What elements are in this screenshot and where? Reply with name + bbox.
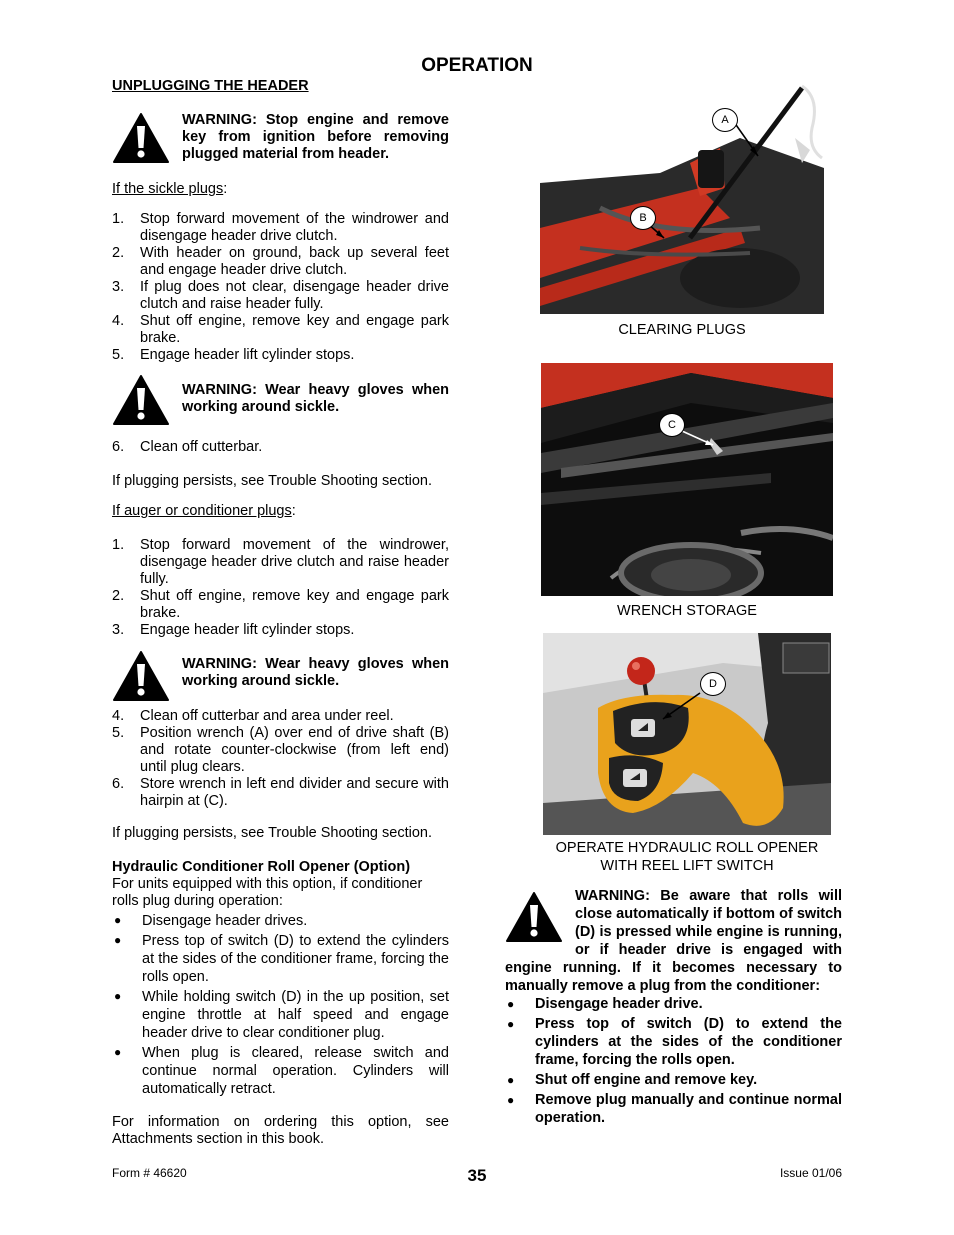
sickle-steps xyxy=(112,211,449,364)
list-item: ● Remove plug manually and continue normal operation. xyxy=(507,1092,842,1126)
form-number: Form # 46620 xyxy=(112,1166,187,1180)
list-item: ● While holding switch (D) in the up position, set engine throttle at half speed and engage header drive to clear conditioner plug. xyxy=(114,989,449,1041)
list-item: ● Disengage header drive. xyxy=(507,996,703,1012)
callout-b: B xyxy=(630,206,656,230)
issue-date: Issue 01/06 xyxy=(779,1166,842,1180)
list-item: 6. Clean off cutterbar. xyxy=(112,439,263,455)
list-item: ● Shut off engine and remove key. xyxy=(507,1072,758,1088)
left-column xyxy=(112,78,449,1148)
page-number: 35 xyxy=(467,1166,487,1185)
section-heading: UNPLUGGING THE HEADER xyxy=(112,78,309,94)
list-item: 3. Engage header lift cylinder stops. xyxy=(112,622,355,638)
warning-box-gloves xyxy=(112,374,449,426)
list-item: ● Disengage header drives. xyxy=(114,913,308,929)
callout-a: A xyxy=(712,108,738,132)
figure-caption: OPERATE HYDRAULIC ROLL OPENER WITH REEL LIFT SWITCH xyxy=(555,840,819,874)
page-title: OPERATION xyxy=(421,55,533,76)
list-item: 3. If plug does not clear, disengage header drive clutch and raise header fully. xyxy=(112,279,449,312)
trouble-note: If plugging persists, see Trouble Shooting section. xyxy=(112,825,432,841)
warning-triangle-icon xyxy=(505,891,563,943)
auger-steps-continued xyxy=(112,708,449,810)
warning-text: WARNING: Wear heavy gloves when working around sickle. xyxy=(182,382,449,415)
list-item: 6. Store wrench in left end divider and secure with hairpin at (C). xyxy=(112,776,449,809)
warning-box-rolls xyxy=(505,887,842,1129)
list-item: ● Press top of switch (D) to extend the cylinders at the sides of the conditioner frame, forcing the rolls open. xyxy=(507,1016,842,1068)
list-item: 2. Shut off engine, remove key and engage park brake. xyxy=(112,588,449,621)
figure-caption: CLEARING PLUGS xyxy=(618,322,746,338)
warning-text: WARNING: Be aware that rolls will close automatically if bottom of switch (D) is pressed while engine is running, or if header drive is engaged with engine running. If it becomes necessary to manually remove a plug from the conditioner: xyxy=(505,888,842,994)
list-item: 1. Stop forward movement of the windrower and disengage header drive clutch. xyxy=(112,211,449,244)
hydraulic-intro: For units equipped with this option, if conditioner rolls plug during operation: xyxy=(112,876,423,909)
list-item: 4. Clean off cutterbar and area under reel. xyxy=(112,708,394,724)
list-item: 2. With header on ground, back up several feet and engage header drive clutch. xyxy=(112,245,449,278)
hydraulic-heading: Hydraulic Conditioner Roll Opener (Option) xyxy=(112,859,411,875)
photo-clearing-plugs xyxy=(540,78,824,314)
list-item: 4. Shut off engine, remove key and engage park brake. xyxy=(112,313,449,346)
hydraulic-bullets xyxy=(112,912,449,1098)
list-item: 1. Stop forward movement of the windrower, disengage header drive clutch and raise header fully. xyxy=(112,537,449,587)
warning-text: WARNING: Wear heavy gloves when working around sickle. xyxy=(182,656,449,689)
callout-d: D xyxy=(700,672,726,696)
warning-box-gloves xyxy=(112,650,449,702)
figure-caption: WRENCH STORAGE xyxy=(617,603,757,619)
list-item: 5. Engage header lift cylinder stops. xyxy=(112,347,355,363)
warning-text: WARNING: Stop engine and remove key from ignition before removing plugged material from header. xyxy=(182,112,449,162)
photo-wrench-storage xyxy=(541,363,833,596)
warning-box-engine xyxy=(112,112,449,164)
sickle-intro: If the sickle plugs: xyxy=(112,181,228,197)
warning-triangle-icon xyxy=(112,112,170,164)
auger-intro: If auger or conditioner plugs: xyxy=(112,503,296,519)
warning-triangle-icon xyxy=(112,650,170,702)
photo-roll-opener-switch xyxy=(543,633,831,835)
list-item: ● When plug is cleared, release switch and continue normal operation. Cylinders will automatically retract. xyxy=(114,1045,449,1097)
list-item: 5. Position wrench (A) over end of drive shaft (B) and rotate counter-clockwise (from left end) until plug clears. xyxy=(112,725,449,775)
callout-c: C xyxy=(659,413,685,437)
auger-steps xyxy=(112,537,449,639)
warning-bullets xyxy=(505,995,842,1127)
list-item: ● Press top of switch (D) to extend the cylinders at the sides of the conditioner frame, forcing the rolls open. xyxy=(114,933,449,985)
ordering-note: For information on ordering this option, see Attachments section in this book. xyxy=(112,1114,449,1147)
warning-triangle-icon xyxy=(112,374,170,426)
trouble-note: If plugging persists, see Trouble Shooting section. xyxy=(112,473,432,489)
